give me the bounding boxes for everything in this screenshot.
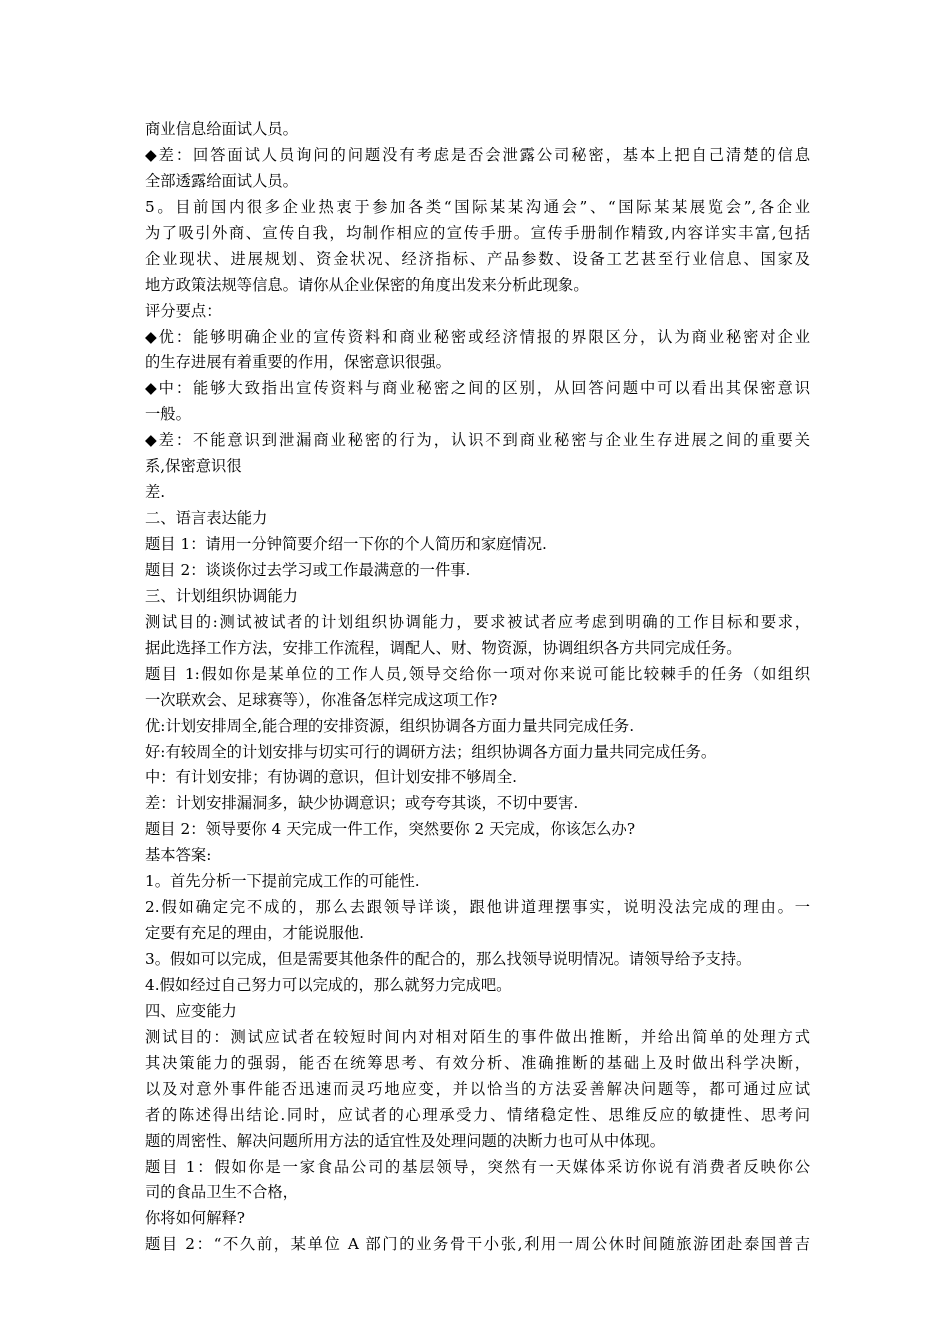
text-line: 5。目前国内很多企业热衷于参加各类“国际某某沟通会”、“国际某某展览会”,各企业 xyxy=(145,197,810,216)
text-line: 为了吸引外商、宣传自我，均制作相应的宣传手册。宣传手册制作精致,内容详实丰富,包括 xyxy=(145,223,810,242)
text-line: 者的陈述得出结论.同时，应试者的心理承受力、情绪稳定性、思维反应的敏捷性、思考问 xyxy=(145,1105,810,1124)
text-line: 好:有较周全的计划安排与切实可行的调研方法；组织协调各方面力量共同完成任务。 xyxy=(145,742,717,761)
text-line: 以及对意外事件能否迅速而灵巧地应变，并以恰当的方法妥善解决问题等，都可通过应试 xyxy=(145,1079,810,1098)
text-line: 测试目的：测试应试者在较短时间内对相对陌生的事件做出推断，并给出简单的处理方式 xyxy=(145,1027,810,1046)
text-line: 三、计划组织协调能力 xyxy=(145,586,298,605)
text-line: 其决策能力的强弱，能否在统筹思考、有效分析、准确推断的基础上及时做出科学决断， xyxy=(145,1053,810,1072)
text-line: 差：计划安排漏洞多，缺少协调意识；或夸夸其谈，不切中要害. xyxy=(145,794,579,813)
text-line: 四、应变能力 xyxy=(145,1001,237,1020)
text-line: 差. xyxy=(145,483,166,502)
text-line: ◆差：不能意识到泄漏商业秘密的行为，认识不到商业秘密与企业生存进展之间的重要关 xyxy=(145,431,810,450)
text-line: 题目 2：“不久前，某单位 A 部门的业务骨干小张,利用一周公休时间随旅游团赴泰国普吉 xyxy=(145,1235,810,1254)
text-line: 题的周密性、解决问题所用方法的适宜性及处理问题的决断力也可从中体现。 xyxy=(145,1131,666,1150)
text-line: 1。首先分析一下提前完成工作的可能性. xyxy=(145,872,420,891)
text-line: 的生存进展有着重要的作用，保密意识很强。 xyxy=(145,353,451,372)
text-line: ◆差：回答面试人员询问的问题没有考虑是否会泄露公司秘密，基本上把自己清楚的信息 xyxy=(145,145,810,164)
text-line: 题目 1：假如你是一家食品公司的基层领导，突然有一天媒体采访你说有消费者反映你公 xyxy=(145,1157,810,1176)
text-line: 全部透露给面试人员。 xyxy=(145,171,298,190)
text-line: 中：有计划安排；有协调的意识，但计划安排不够周全. xyxy=(145,768,517,787)
text-line: 二、语言表达能力 xyxy=(145,509,268,528)
text-line: 题目 1：请用一分钟简要介绍一下你的个人简历和家庭情况. xyxy=(145,535,547,553)
text-line: 题目 2：领导要你 4 天完成一件工作，突然要你 2 天完成，你该怎么办? xyxy=(145,820,636,839)
text-line: 你将如何解释? xyxy=(145,1209,245,1228)
text-line: 优:计划安排周全,能合理的安排资源，组织协调各方面力量共同完成任务. xyxy=(145,716,635,735)
text-line: 据此选择工作方法，安排工作流程，调配人、财、物资源，协调组织各方共同完成任务。 xyxy=(145,638,742,657)
text-line: 定要有充足的理由，才能说服他. xyxy=(145,924,365,943)
text-line: 一般。 xyxy=(145,405,191,424)
text-line: 商业信息给面试人员。 xyxy=(145,120,298,138)
text-line: 题目 1:假如你是某单位的工作人员,领导交给你一项对你来说可能比较棘手的任务（如组织 xyxy=(145,664,810,683)
text-line: 系,保密意识很 xyxy=(145,457,242,476)
text-line: 评分要点： xyxy=(145,301,222,320)
text-line: 3。假如可以完成，但是需要其他条件的配合的，那么找领导说明情况。请领导给予支持。 xyxy=(145,950,752,968)
document-page xyxy=(145,117,810,1258)
text-line: 司的食品卫生不合格， xyxy=(145,1183,298,1202)
text-line: 测试目的:测试被试者的计划组织协调能力，要求被试者应考虑到明确的工作目标和要求， xyxy=(145,612,810,631)
text-line: 地方政策法规等信息。请你从企业保密的角度出发来分析此现象。 xyxy=(145,275,589,294)
text-line: 2.假如确定完不成的，那么去跟领导详谈，跟他讲道理摆事实，说明没法完成的理由。一 xyxy=(145,898,810,917)
text-line: 4.假如经过自己努力可以完成的，那么就努力完成吧。 xyxy=(145,975,512,994)
text-line: ◆中：能够大致指出宣传资料与商业秘密之间的区别，从回答问题中可以看出其保密意识 xyxy=(145,379,810,398)
text-line: ◆优：能够明确企业的宣传资料和商业秘密或经济情报的界限区分，认为商业秘密对企业 xyxy=(145,327,810,346)
text-line: 企业现状、进展规划、资金状况、经济指标、产品参数、设备工艺甚至行业信息、国家及 xyxy=(145,249,810,268)
text-line: 一次联欢会、足球赛等），你准备怎样完成这项工作? xyxy=(145,690,498,709)
text-line: 题目 2：谈谈你过去学习或工作最满意的一件事. xyxy=(145,560,471,579)
text-line: 基本答案: xyxy=(145,846,212,865)
